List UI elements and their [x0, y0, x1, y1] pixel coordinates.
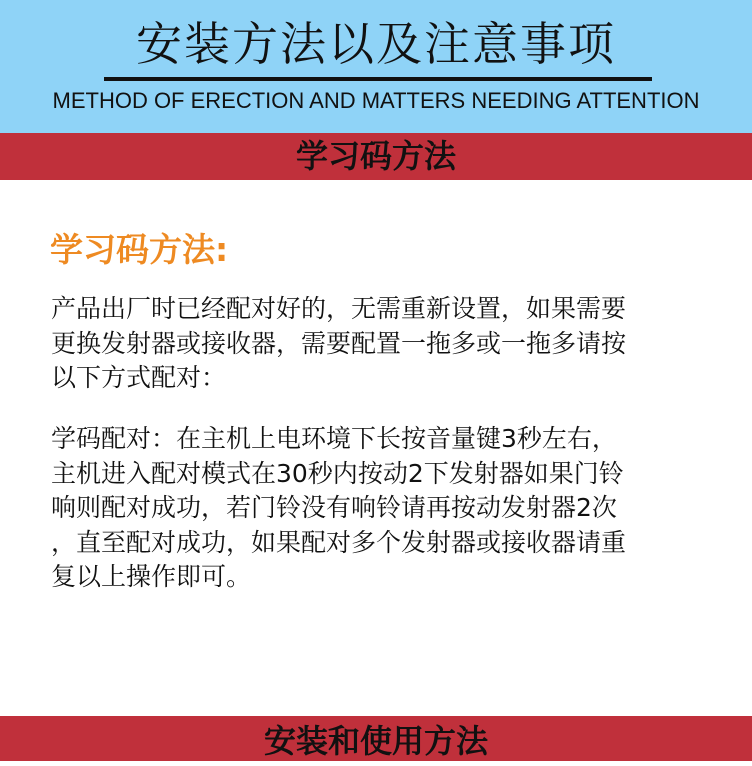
paragraph-line: 主机进入配对模式在30秒内按动2下发射器如果门铃: [51, 458, 624, 488]
paragraph-line: 以下方式配对：: [51, 363, 227, 392]
paragraph-intro: [51, 292, 711, 396]
page-subtitle: METHOD OF ERECTION AND MATTERS NEEDING ATTENTION: [52, 88, 700, 113]
title-underline: [104, 77, 652, 81]
paragraph-pairing: [51, 422, 711, 595]
paragraph-line: 更换发射器或接收器，需要配置一拖多或一拖多请按: [51, 328, 627, 358]
section-heading: 学习码方法:: [50, 230, 229, 269]
paragraph-line: ，直至配对成功，如果配对多个发射器或接收器请重: [51, 527, 627, 557]
paragraph-line: 复以上操作即可。: [51, 562, 252, 591]
paragraph-line: 产品出厂时已经配对好的，无需重新设置，如果需要: [51, 294, 627, 323]
paragraph-line: 响则配对成功，若门铃没有响铃请再按动发射器2次: [51, 493, 617, 522]
section-bar-learning-code: 学习码方法: [0, 133, 752, 180]
paragraph-line: 学码配对：在主机上电环境下长按音量键3秒左右，: [51, 424, 617, 453]
page-title: 安装方法以及注意事项: [136, 17, 616, 71]
section-bar-installation: 安装和使用方法: [0, 716, 752, 761]
header-banner: [0, 0, 752, 133]
